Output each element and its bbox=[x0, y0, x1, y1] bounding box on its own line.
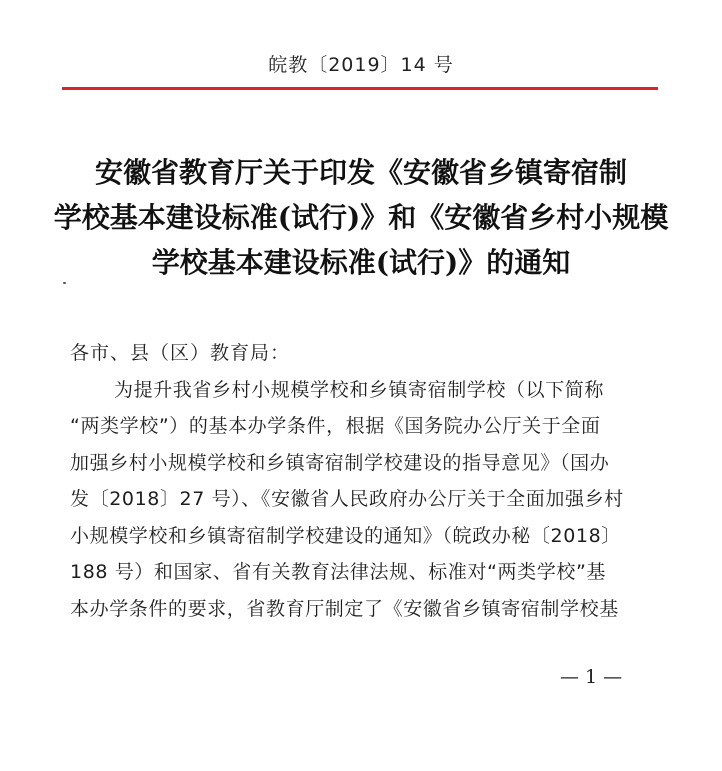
paragraph-line-1: 为提升我省乡村小规模学校和乡镇寄宿制学校（以下简称 bbox=[114, 378, 605, 401]
paragraph-line-2: “两类学校”）的基本办学条件，根据《国务院办公厅关于全面 bbox=[70, 415, 601, 437]
paragraph-line-4: 发〔2018〕27 号）、《安徽省人民政府办公厅关于全面加强乡村 bbox=[70, 488, 624, 510]
document-title bbox=[0, 150, 722, 285]
paragraph-line-7: 本办学条件的要求，省教育厅制定了《安徽省乡镇寄宿制学校基 bbox=[70, 597, 619, 620]
paragraph-line-3: 加强乡村小规模学校和乡镇寄宿制学校建设的指导意见》（国办 bbox=[70, 451, 610, 474]
title-line-3: 学校基本建设标准(试行)》的通知 bbox=[151, 246, 571, 279]
title-line-1: 安徽省教育厅关于印发《安徽省乡镇寄宿制 bbox=[94, 156, 627, 189]
page-number: — 1 — bbox=[560, 666, 623, 688]
document-body bbox=[70, 335, 670, 627]
paragraph-line-6: 188 号）和国家、省有关教育法律法规、标准对“两类学校”基 bbox=[70, 561, 606, 583]
document-number: 皖教〔2019〕14 号 bbox=[268, 54, 454, 76]
scan-speck bbox=[63, 282, 66, 284]
paragraph-line-5: 小规模学校和乡镇寄宿制学校建设的通知》（皖政办秘〔2018〕 bbox=[70, 524, 621, 547]
red-header-rule bbox=[62, 87, 658, 90]
title-line-2: 学校基本建设标准(试行)》和《安徽省乡村小规模 bbox=[53, 201, 669, 234]
salutation: 各市、县（区）教育局： bbox=[70, 342, 291, 364]
